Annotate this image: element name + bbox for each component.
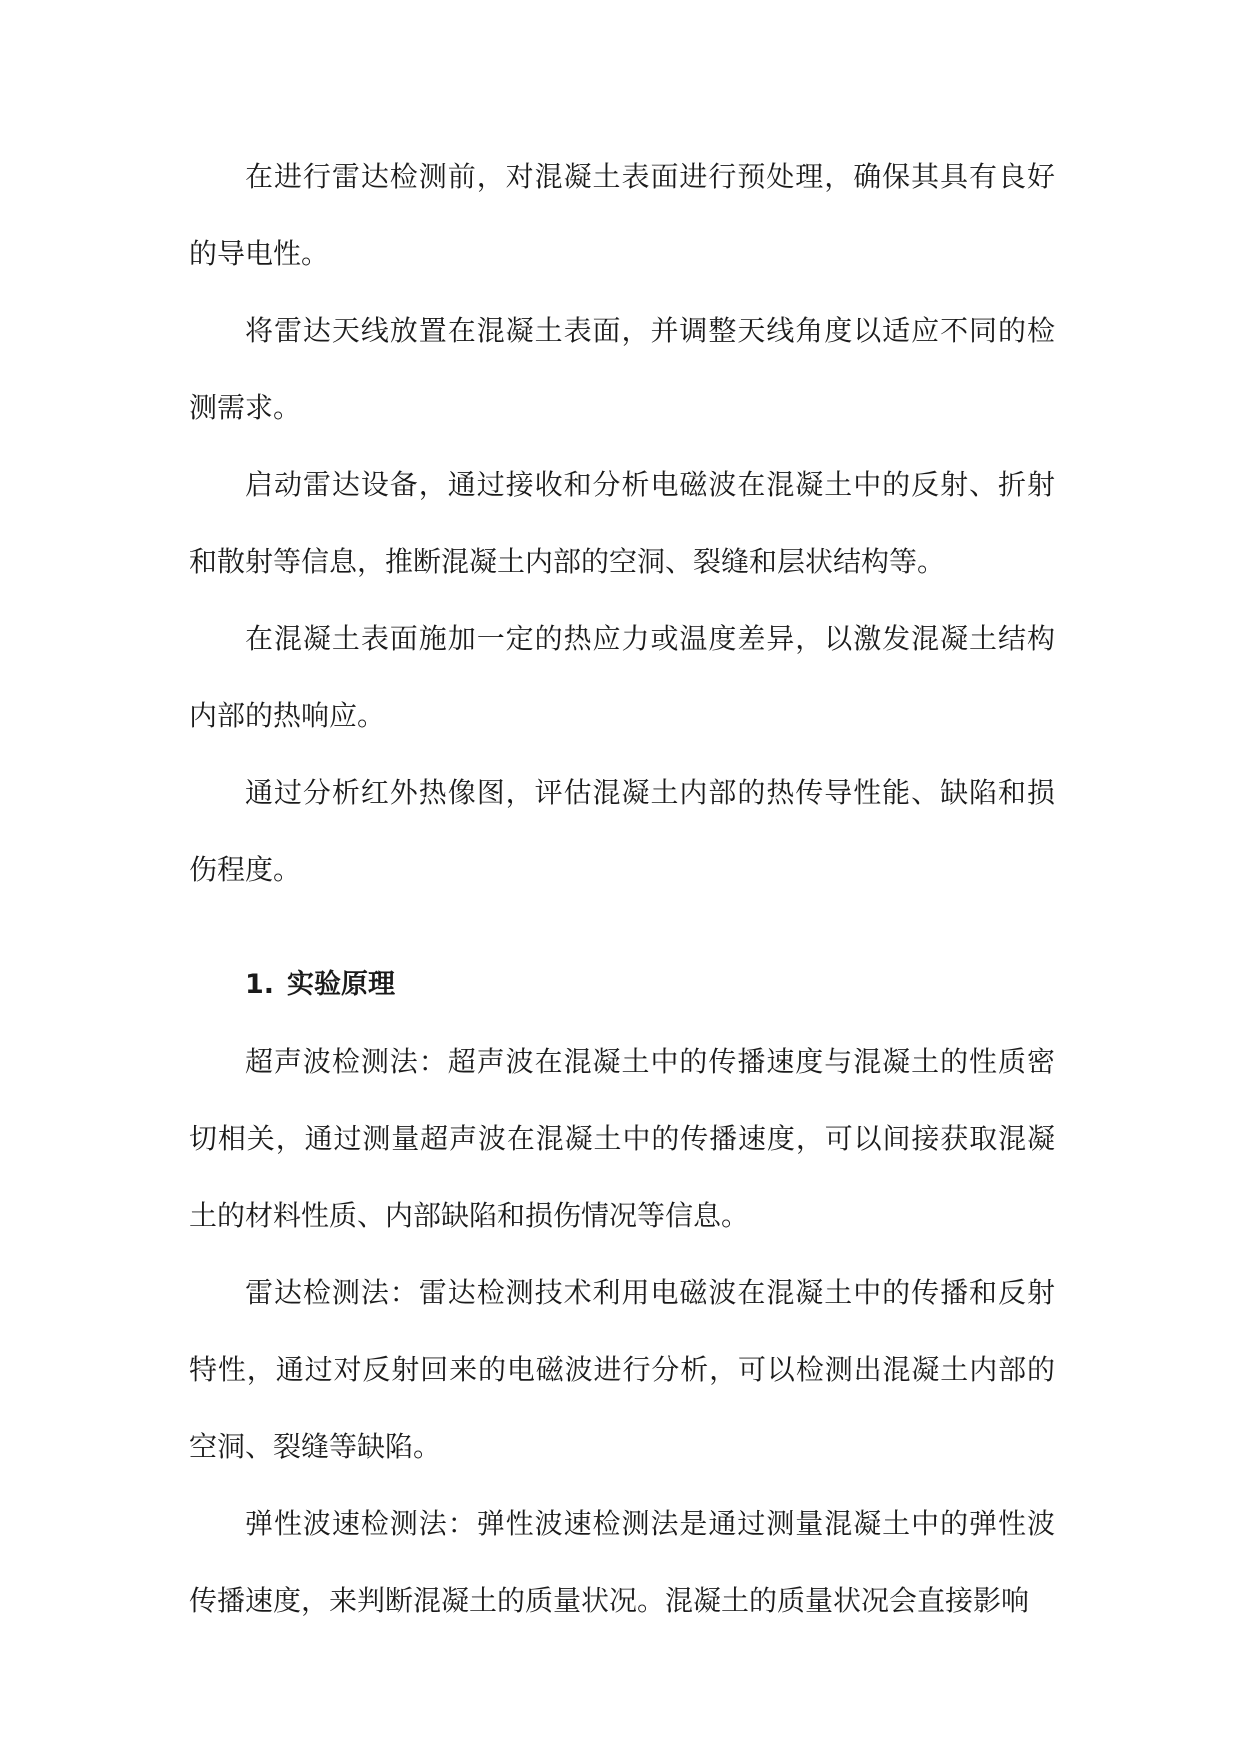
paragraph-radar-method: 雷达检测法：雷达检测技术利用电磁波在混凝土中的传播和反射特性，通过对反射回来的电磁波进行分析，可以检测出混凝土内部的空洞、裂缝等缺陷。 xyxy=(189,1276,1055,1463)
paragraph-ultrasonic-method: 超声波检测法：超声波在混凝土中的传播速度与混凝土的性质密切相关，通过测量超声波在混凝土中的传播速度，可以间接获取混凝土的材料性质、内部缺陷和损伤情况等信息。 xyxy=(189,1045,1055,1232)
section-heading xyxy=(189,946,1055,1023)
paragraph-infrared-analysis: 通过分析红外热像图，评估混凝土内部的热传导性能、缺陷和损伤程度。 xyxy=(189,776,1055,886)
section-title: 实验原理 xyxy=(287,969,395,1000)
paragraph-radar-start: 启动雷达设备，通过接收和分析电磁波在混凝土中的反射、折射和散射等信息，推断混凝土内部的空洞、裂缝和层状结构等。 xyxy=(189,468,1055,578)
paragraph-antenna-placement: 将雷达天线放置在混凝土表面，并调整天线角度以适应不同的检测需求。 xyxy=(189,314,1055,424)
paragraph-surface-preparation: 在进行雷达检测前，对混凝土表面进行预处理，确保其具有良好的导电性。 xyxy=(189,160,1055,270)
document-body xyxy=(189,138,1055,1639)
paragraph-elastic-wave-method: 弹性波速检测法：弹性波速检测法是通过测量混凝土中的弹性波传播速度，来判断混凝土的质量状况。混凝土的质量状况会直接影响 xyxy=(189,1507,1055,1617)
section-number: 1. xyxy=(245,969,275,1000)
paragraph-thermal-stress: 在混凝土表面施加一定的热应力或温度差异，以激发混凝土结构内部的热响应。 xyxy=(189,622,1055,732)
